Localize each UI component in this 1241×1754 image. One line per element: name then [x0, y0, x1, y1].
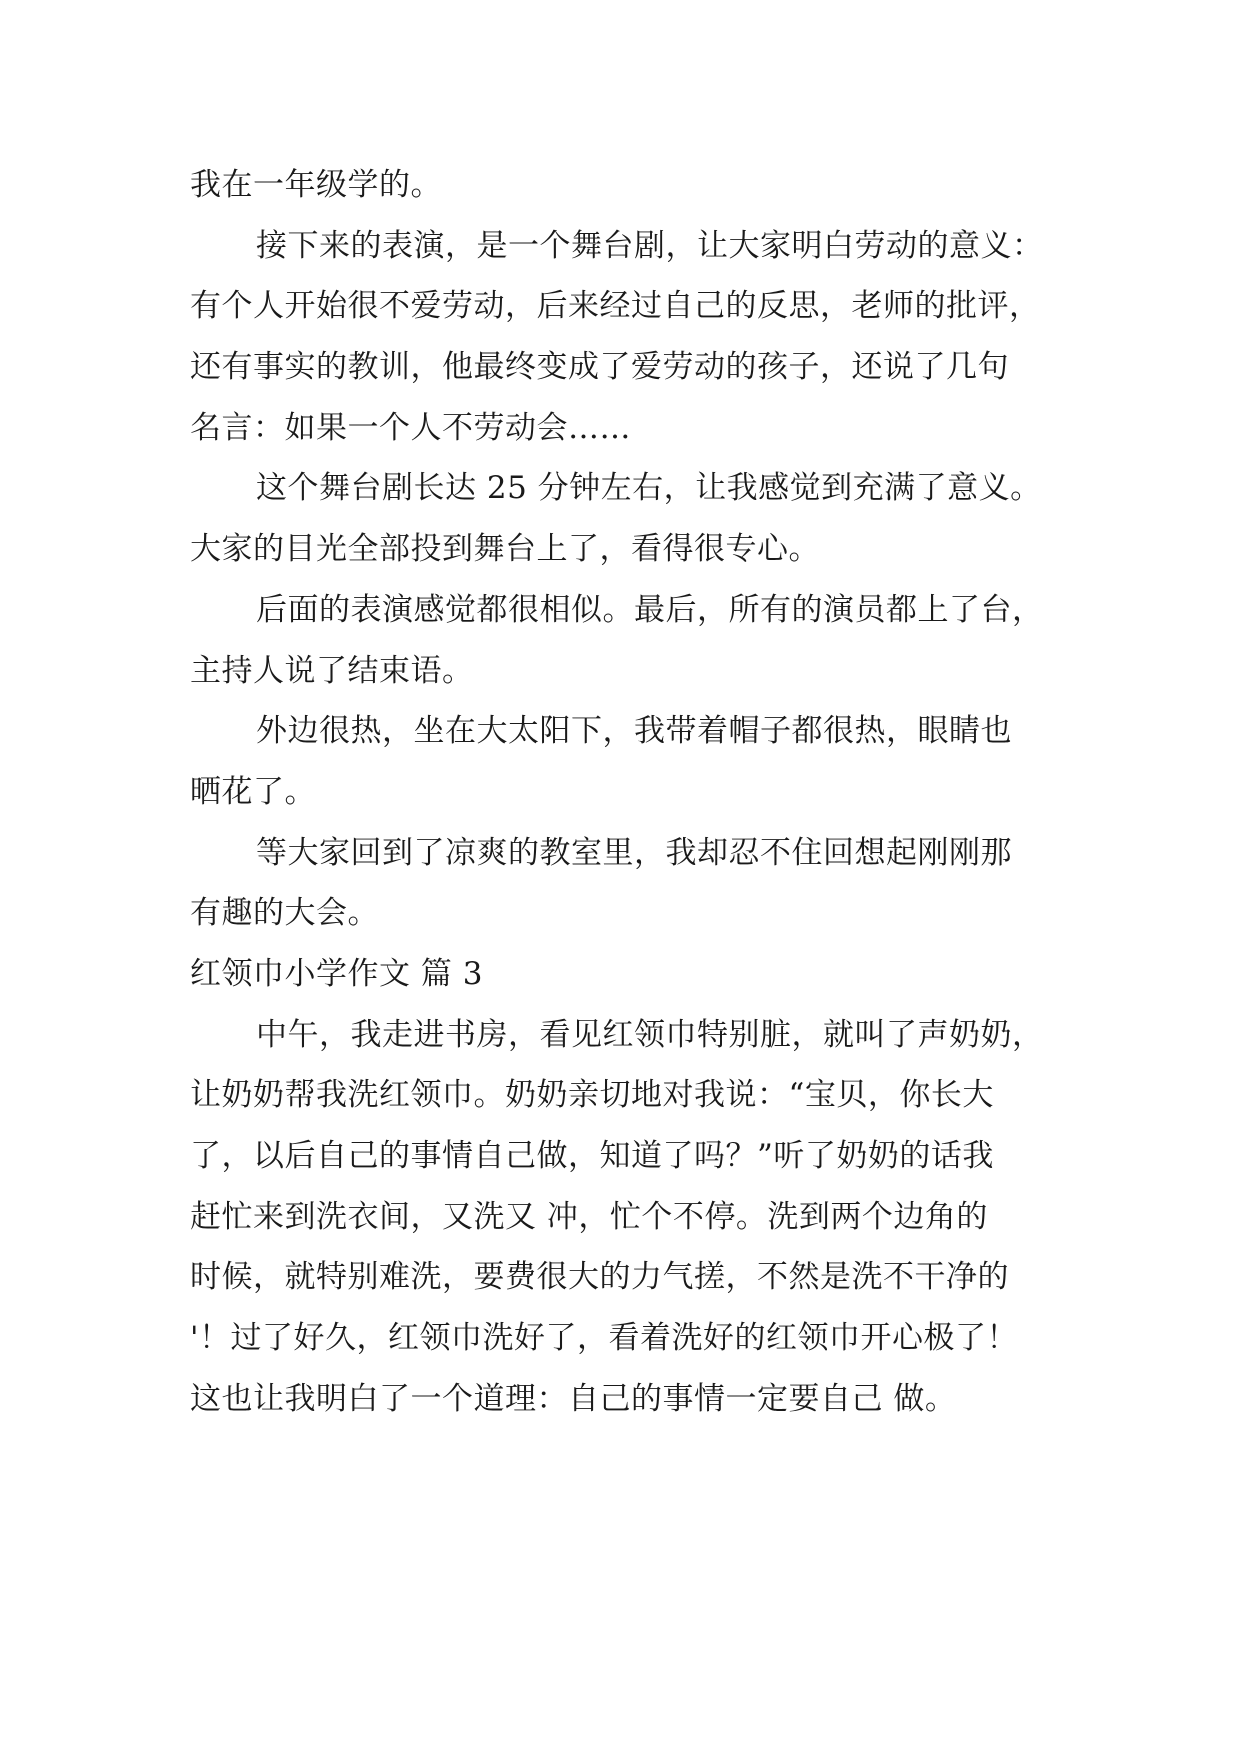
- text-line: 还有事实的教训，他最终变成了爱劳动的孩子，还说了几句: [190, 349, 1009, 386]
- text-line: 接下来的表演，是一个舞台剧，让大家明白劳动的意义：: [256, 227, 1044, 264]
- text-line: 赶忙来到洗衣间，又洗又 冲，忙个不停。洗到两个边角的: [190, 1198, 988, 1235]
- text-line: 后面的表演感觉都很相似。最后，所有的演员都上了台，: [256, 591, 1044, 628]
- text-line: 让奶奶帮我洗红领巾。奶奶亲切地对我说：“宝贝，你长大: [190, 1077, 994, 1114]
- text-line: 这也让我明白了一个道理：自己的事情一定要自己 做。: [190, 1380, 957, 1417]
- text-line: 晒花了。: [190, 773, 316, 810]
- section-heading: 红领巾小学作文 篇 3: [190, 955, 483, 992]
- text-line: 中午，我走进书房，看见红领巾特别脏，就叫了声奶奶，: [256, 1016, 1044, 1053]
- text-line: 我在一年级学的。: [190, 167, 442, 203]
- text-line: 这个舞台剧长达 25 分钟左右，让我感觉到充满了意义。: [256, 470, 1042, 507]
- text-line: 有趣的大会。: [190, 895, 379, 932]
- text-line: 名言：如果一个人不劳动会……: [190, 409, 631, 446]
- text-line: '！过了好久，红领巾洗好了，看着洗好的红领巾开心极了！: [190, 1320, 1019, 1357]
- text-line: 时候，就特别难洗，要费很大的力气搓，不然是洗不干净的: [190, 1259, 1009, 1296]
- text-line: 了，以后自己的事情自己做，知道了吗？”听了奶奶的话我: [190, 1138, 994, 1174]
- text-line: 等大家回到了凉爽的教室里，我却忍不住回想起刚刚那: [256, 834, 1012, 871]
- text-line: 外边很热，坐在大太阳下，我带着帽子都很热，眼睛也: [256, 713, 1012, 750]
- text-line: 主持人说了结束语。: [190, 652, 474, 689]
- text-line: 有个人开始很不爱劳动，后来经过自己的反思，老师的批评，: [190, 288, 1041, 325]
- text-line: 大家的目光全部投到舞台上了，看得很专心。: [190, 531, 820, 568]
- essay-text: [190, 155, 1070, 1429]
